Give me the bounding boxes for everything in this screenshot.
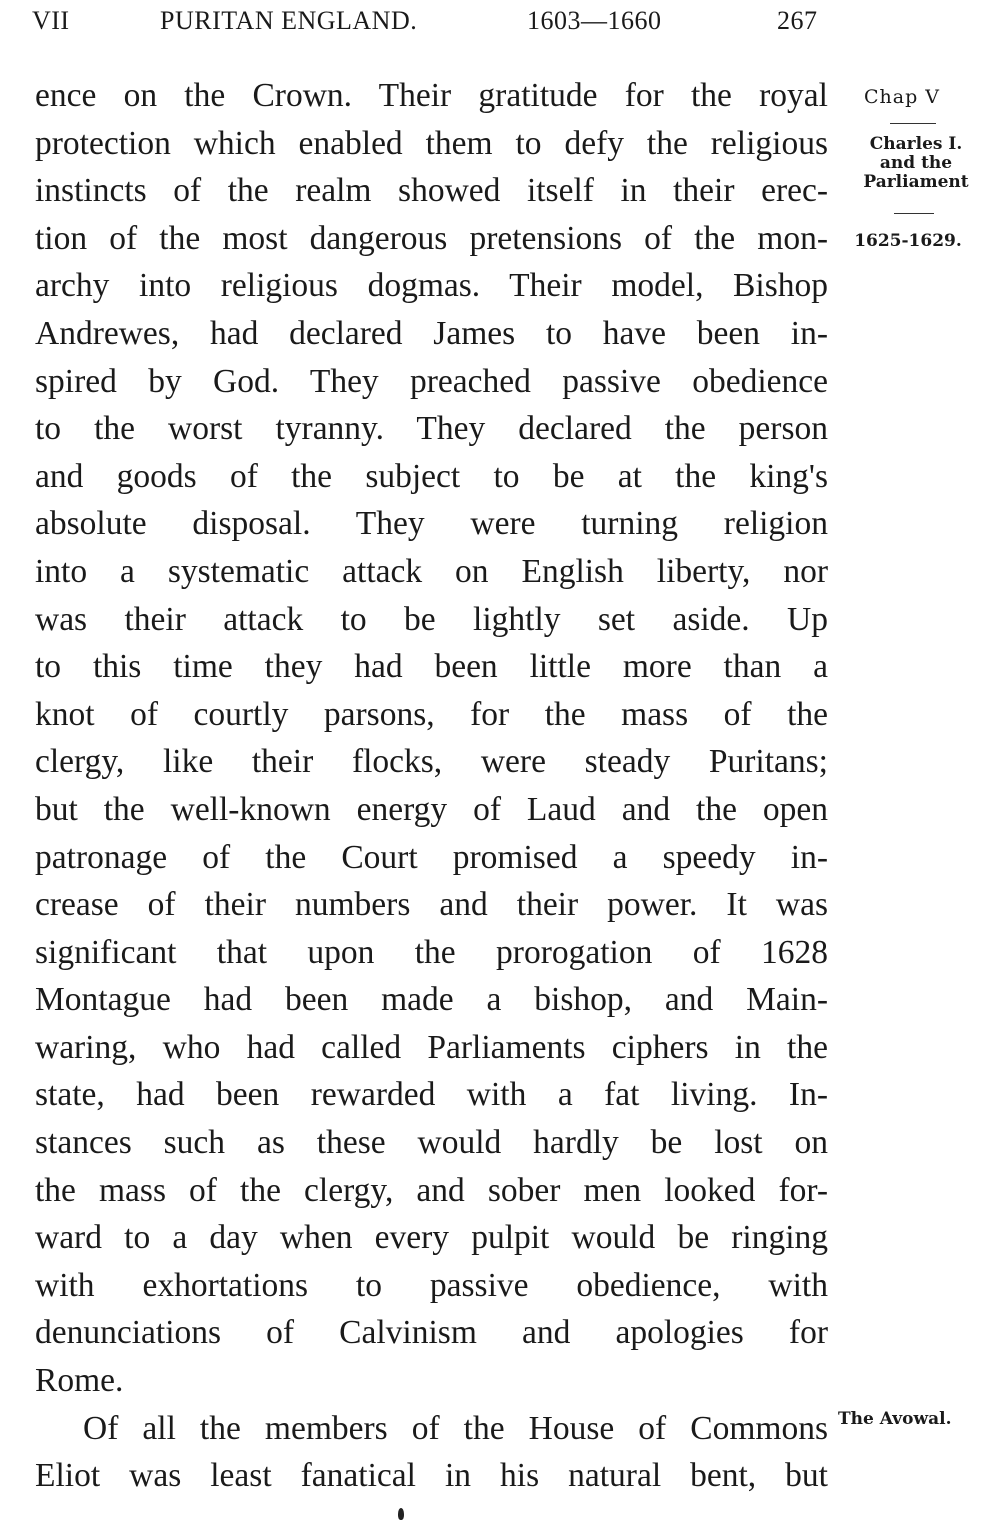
header-date-range: 1603—1660	[527, 6, 662, 35]
text-line-18: crease of their numbers and their power. It was	[35, 886, 828, 924]
text-line-23: stances such as these would hardly be lost on	[35, 1124, 828, 1162]
sidenote-chapter-rule	[890, 123, 936, 124]
ink-speck	[398, 1508, 404, 1520]
text-line-12: was their attack to be lightly set aside. Up	[35, 600, 828, 638]
text-line-7: spired by God. They preached passive obedience	[35, 362, 828, 400]
sidenote-topic-line-3: Parliament	[863, 172, 969, 192]
text-line-11: into a systematic attack on English liberty, nor	[35, 552, 828, 590]
text-line-1: ence on the Crown. Their gratitude for the royal	[35, 77, 828, 114]
text-line-26: with exhortations to passive obedience, with	[35, 1266, 828, 1304]
text-line-4: tion of the most dangerous pretensions of the mon-	[35, 219, 828, 257]
text-line-14: knot of courtly parsons, for the mass of the	[35, 695, 828, 733]
text-line-28: Rome.	[35, 1362, 124, 1400]
text-line-29: Of all the members of the House of Commons	[83, 1409, 828, 1447]
sidenote-chapter: Chap V	[863, 86, 941, 108]
header-page-number: 267	[777, 6, 818, 35]
text-line-17: patronage of the Court promised a speedy in-	[35, 838, 828, 876]
sidenote-avowal: The Avowal.	[838, 1409, 952, 1429]
header-chapter-number: VII	[32, 6, 70, 35]
text-line-13: to this time they had been little more than a	[35, 648, 828, 686]
sidenote-topic-line-1: Charles I.	[869, 134, 963, 154]
text-line-15: clergy, like their flocks, were steady Puritans;	[35, 743, 828, 781]
header-book-title: PURITAN ENGLAND.	[160, 6, 418, 35]
text-line-3: instincts of the realm showed itself in their erec-	[35, 172, 828, 210]
sidenote-topic-line-2: and the	[879, 153, 953, 173]
text-line-6: Andrewes, had declared James to have been in-	[35, 314, 828, 352]
running-header	[32, 6, 832, 42]
text-line-30: Eliot was least fanatical in his natural bent, but	[35, 1457, 828, 1495]
text-line-22: state, had been rewarded with a fat living. In-	[35, 1076, 828, 1114]
text-line-27: denunciations of Calvinism and apologies for	[35, 1314, 828, 1352]
text-line-2: protection which enabled them to defy the religious	[35, 124, 828, 162]
text-line-20: Montague had been made a bishop, and Main-	[35, 981, 828, 1019]
text-line-24: the mass of the clergy, and sober men looked for-	[35, 1171, 828, 1209]
text-line-9: and goods of the subject to be at the king's	[35, 457, 828, 495]
sidenote-years: 1625-1629.	[854, 231, 962, 251]
text-line-10: absolute disposal. They were turning religion	[35, 505, 828, 543]
text-line-16: but the well-known energy of Laud and the open	[35, 790, 828, 828]
text-line-25: ward to a day when every pulpit would be ringing	[35, 1219, 828, 1257]
text-line-21: waring, who had called Parliaments ciphers in the	[35, 1028, 828, 1066]
sidenote-topic-rule	[894, 213, 934, 214]
text-line-5: archy into religious dogmas. Their model, Bishop	[35, 267, 828, 305]
text-line-8: to the worst tyranny. They declared the person	[35, 410, 828, 448]
body-text	[35, 72, 828, 1500]
sidenote-topic	[836, 135, 996, 192]
text-line-19: significant that upon the prorogation of 1628	[35, 933, 828, 971]
